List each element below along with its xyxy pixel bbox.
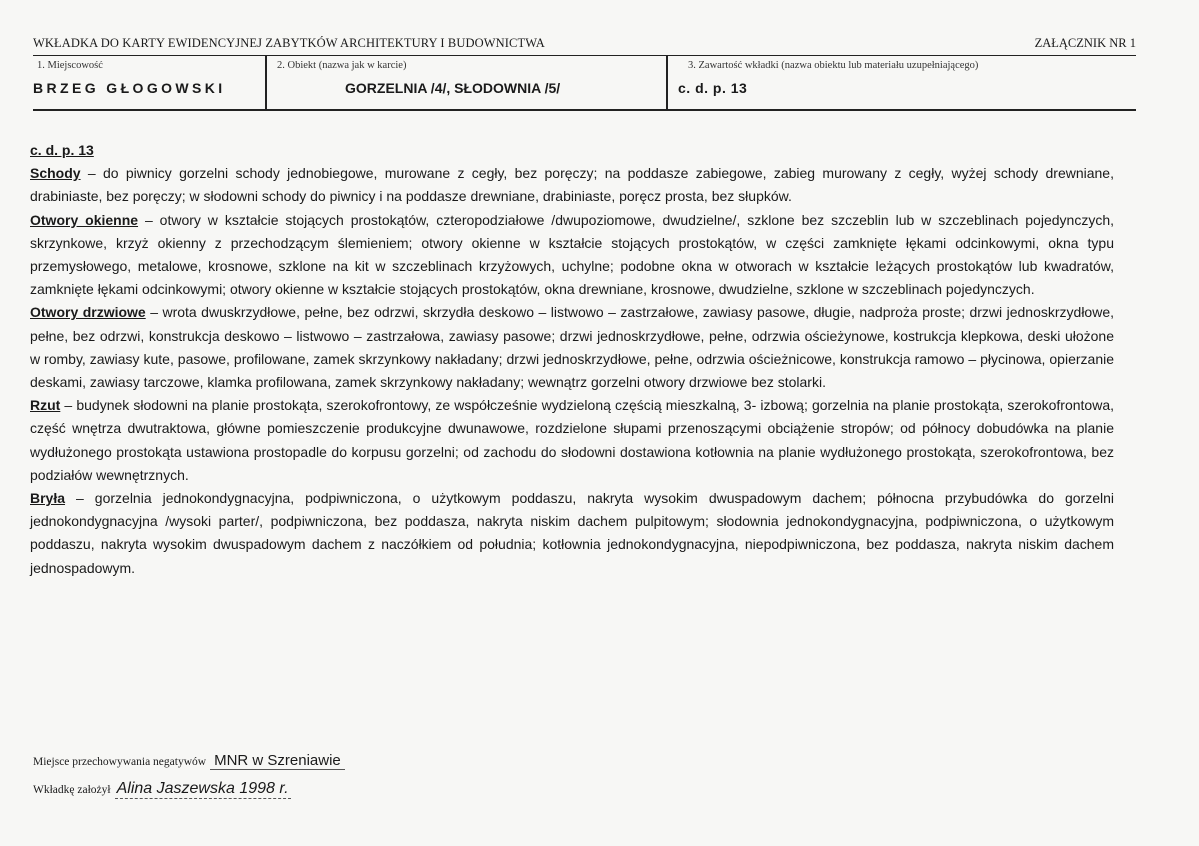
text-mass: – gorzelnia jednokondygnacyjna, podpiwniczona, o użytkowym poddaszu, nakryta wysokim dwuspadowym dachem; północna przybudówka do gorzelni jednokondygnacyjna /wysoki parter/, podpiwniczona, bez poddasza, nakryta niskim dachem pulpitowym; słodownia jednokondygnacyjna, podpiwniczona, o użytkowym poddaszu, nakryta wysokim dwuspadowym dachem z naczółkiem od południa; kotłownia jednokondygnacyjna, niepodpiwniczona, bez poddasza, nakryta niskim dachem jednospadowym. [30,490,1114,576]
term-stairs: Schody [30,165,81,182]
text-stairs: – do piwnicy gorzelni schody jednobiegowe, murowane z cegły, bez poręczy; na poddasze zabiegowe, zabieg murowany z cegły, wyżej schody drewniane, drabiniaste, bez poręczy; w słodowni schody do piwnicy i na poddasze drewniane, drabiniaste, poręcz prosta, bez słupków. [30,165,1114,205]
content-cell [666,56,1136,109]
paragraph-plan [30,394,1114,487]
paragraph-stairs [30,162,1114,208]
section-heading: c. d. p. 13 [30,142,94,158]
negatives-location [33,752,345,770]
term-plan: Rzut [30,397,61,414]
description-body [30,139,1114,580]
locality-label: 1. Miejscowość [37,60,103,71]
locality-value: BRZEG GŁOGOWSKI [33,80,226,96]
content-label: 3. Zawartość wkładki (nazwa obiektu lub materiału uzupełniającego) [688,60,979,71]
term-doors: Otwory drzwiowe [30,304,146,321]
term-windows: Otwory okienne [30,211,139,228]
text-plan: – budynek słodowni na planie prostokąta, szerokofrontowy, ze współcześnie wydzieloną częścią mieszkalną, 3- izbową; gorzelnia na planie prostokąta, szerokofrontowa, część wnętrza dwutraktowa, główne pomieszczenie produkcyjne dwunawowe, rozdzielone słupami przenoszącymi obciążenie stropów; od północy dobudówka na planie wydłużonego prostokąta ustawiona prostopadle do korpusu gorzelni; od zachodu do słodowni dostawiona kotłownia na planie wydłużonego prostokąta, szerokofrontowa, bez podziałów wewnętrznych. [30,397,1114,483]
author-label: Wkładkę założył [33,784,111,796]
header-fields-table [33,55,1136,111]
object-label: 2. Obiekt (nazwa jak w karcie) [277,60,407,71]
paragraph-doors [30,301,1114,394]
document-title: WKŁADKA DO KARTY EWIDENCYJNEJ ZABYTKÓW ARCHITEKTURY I BUDOWNICTWA [33,36,545,50]
negatives-value: MNR w Szreniawie [210,752,345,770]
paragraph-windows [30,209,1114,302]
object-cell [265,56,668,109]
text-doors: – wrota dwuskrzydłowe, pełne, bez odrzwi, skrzydła deskowo – listwowo – zastrzałowe, zawiasy pasowe, długie, nadproża proste; drzwi jednoskrzydłowe, pełne, bez odrzwi, konstrukcja deskowo – listwowo – zastrzałowa, zawiasy pasowe; drzwi jednoskrzydłowe, pełne, odrzwia ościeżynowe, kostrukcja klepkowa, deski ułożone w romby, zawiasy kute, pasowe, profilowane, zamek skrzynkowy nakładany; drzwi jednoskrzydłowe, pełne, odrzwia ościeżnicowe, konstrukcja ramowo – płycinowa, opierzanie deskami, zawiasy tarczowe, klamka profilowana, zamek skrzynkowy nakładany; wewnątrz gorzelni otwory drzwiowe bez stolarki. [30,304,1115,391]
negatives-label: Miejsce przechowywania negatywów [33,756,207,768]
term-mass: Bryła [30,490,66,507]
text-windows: – otwory w kształcie stojących prostokątów, czteropodziałowe /dwupoziomowe, dwudzielne/, szklone bez szczeblin lub w szczeblinach pojedynczych, skrzynkowe, krzyż okienny z przechodzącym ślemieniem; otwory okienne w kształcie stojących prostokątów, w części zamknięte łękami odcinkowymi, okna typu przemysłowego, metalowe, krosnowe, szklone na kit w szczeblinach krzyżowych, uchylne; podobne okna w otworach w kształcie leżących prostokątów lub kwadratów, zamknięte łękami odcinkowymi; otwory okienne w kształcie stojących prostokątów, okna drewniane, krosnowe, dwudzielne, szklone w szczeblinach pojedynczych. [30,211,1114,298]
content-value: c. d. p. 13 [678,80,748,96]
author-value: Alina Jaszewska 1998 r. [116,780,289,797]
object-value: GORZELNIA /4/, SŁODOWNIA /5/ [345,80,561,96]
annex-label: ZAŁĄCZNIK NR 1 [1034,36,1136,50]
paragraph-mass [30,487,1114,580]
locality-cell [33,56,265,109]
insert-author [33,780,291,799]
